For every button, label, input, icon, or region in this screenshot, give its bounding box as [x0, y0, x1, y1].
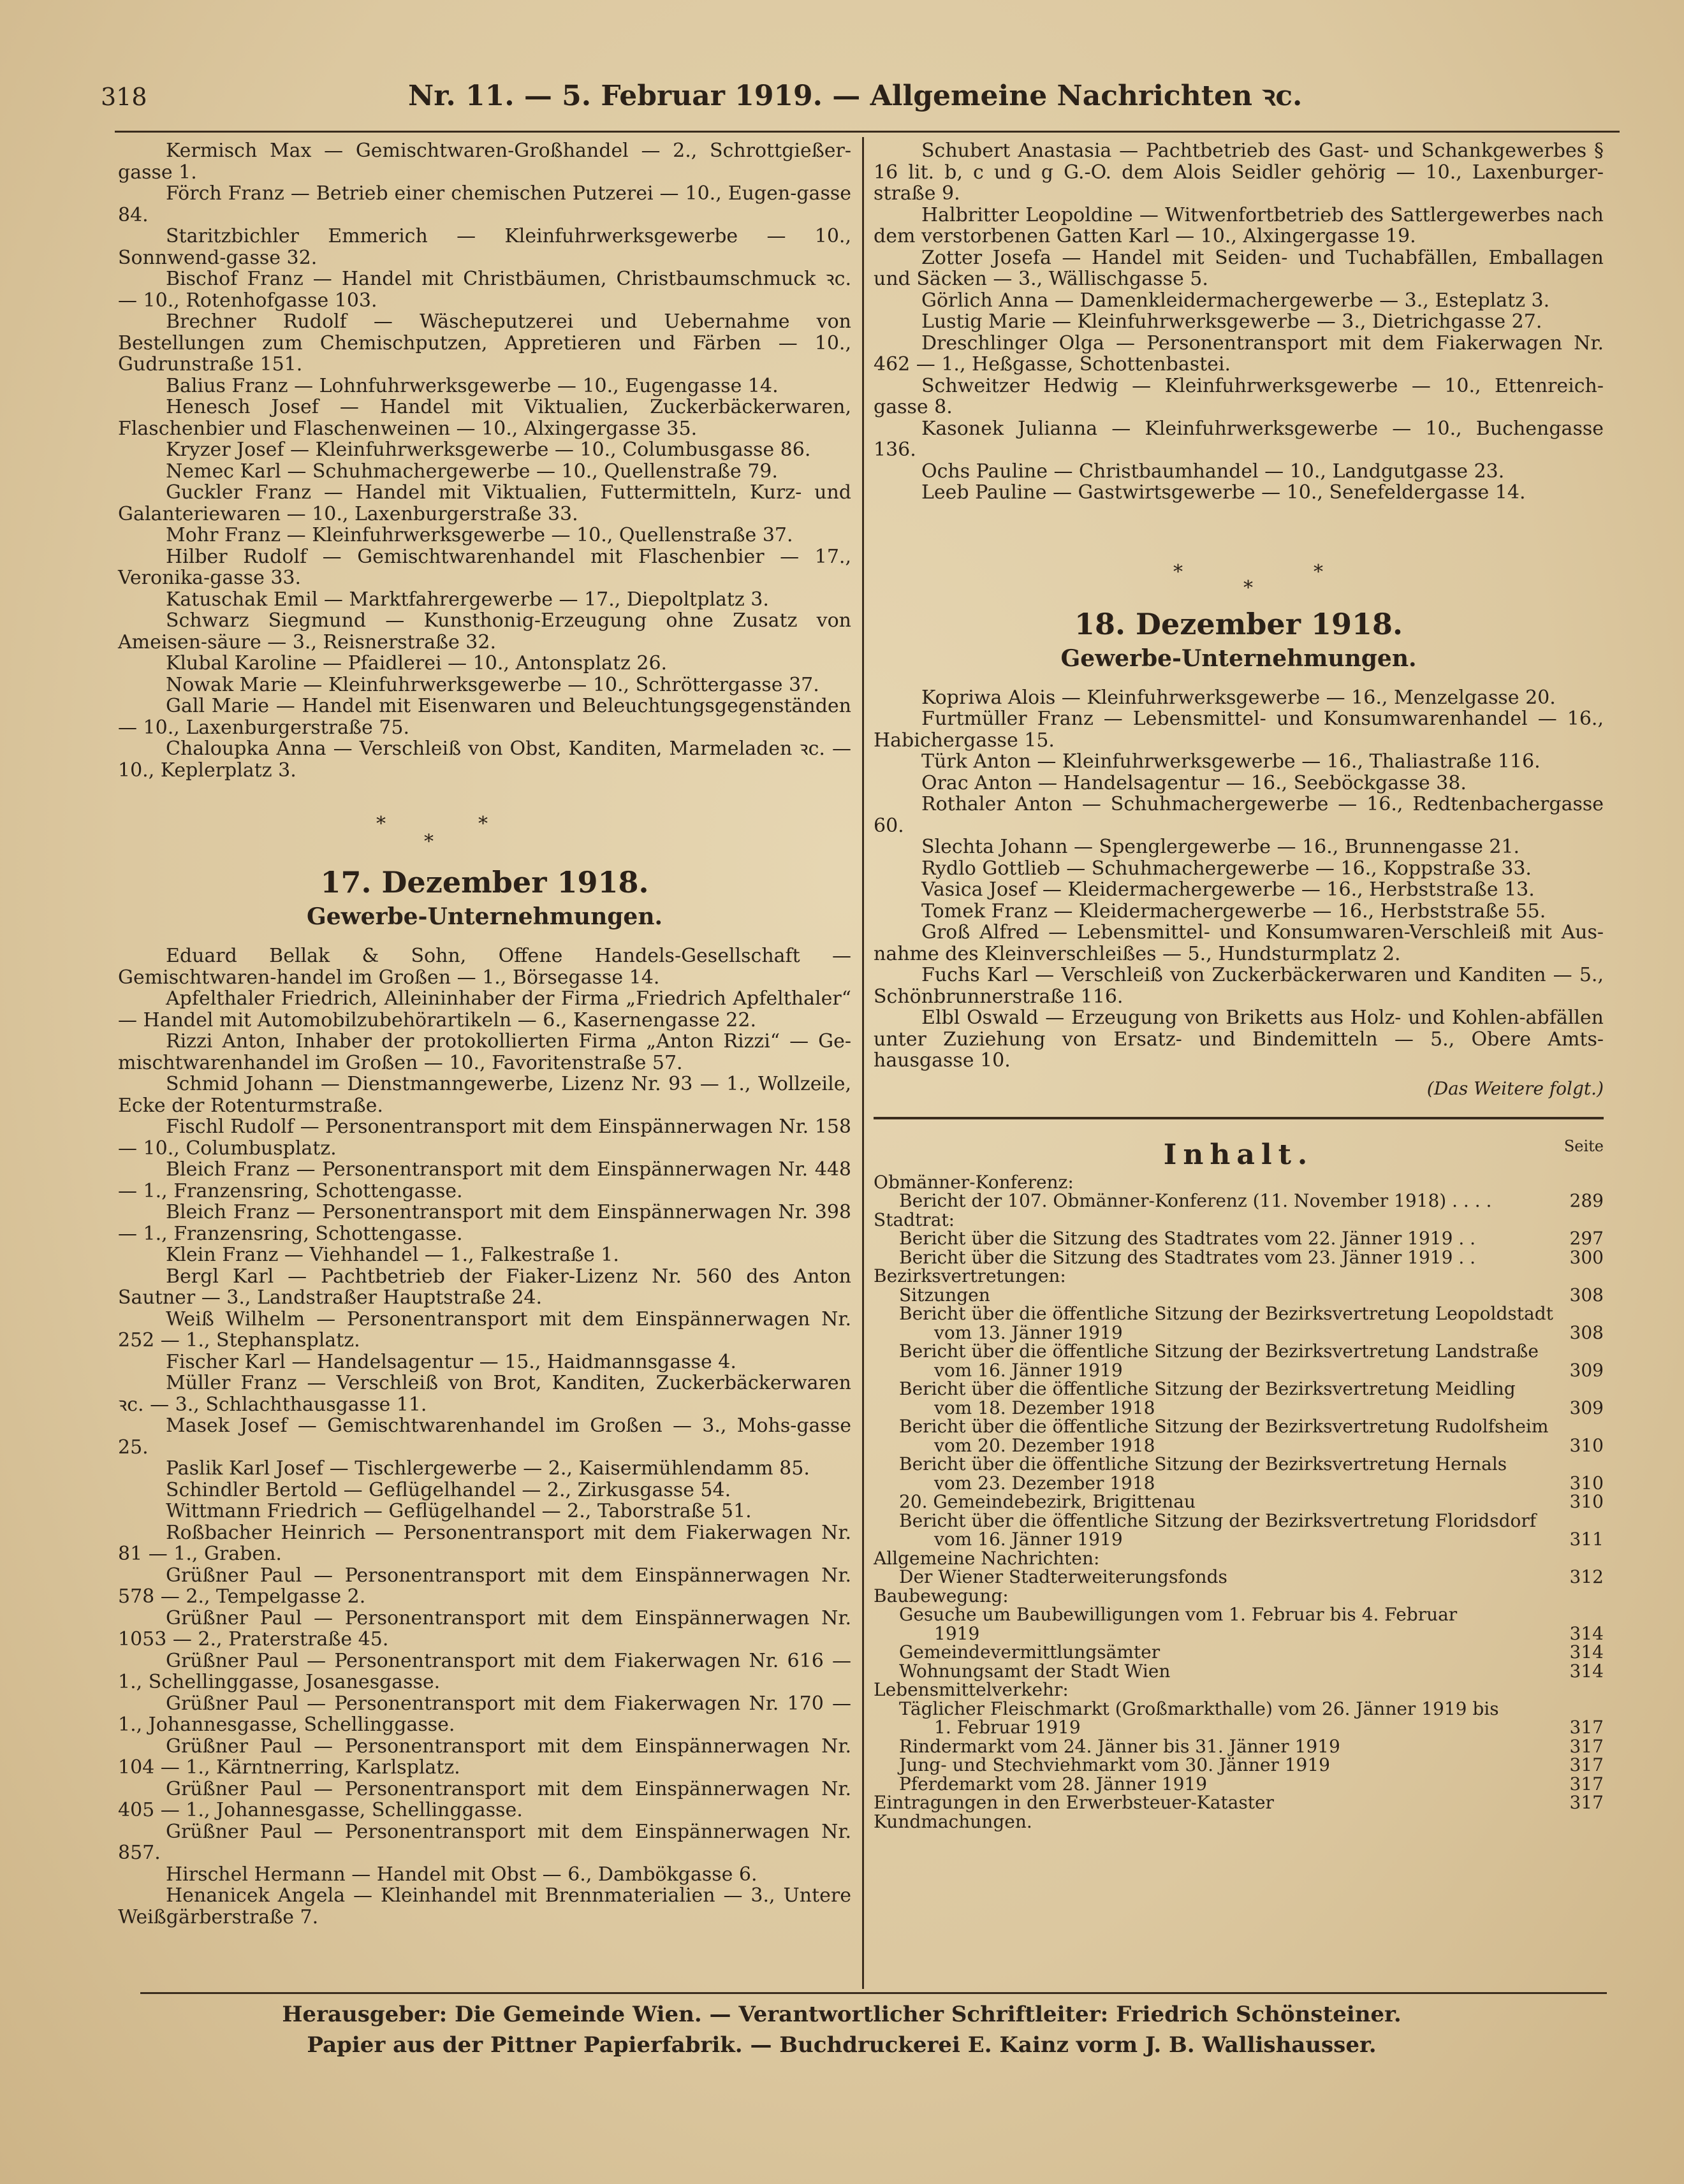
toc-row: [874, 1756, 1604, 1775]
list-item: Masek Josef — Gemischtwarenhandel im Großen — 3., Mohs-gasse 25.: [118, 1415, 851, 1459]
toc-entry-page: 317: [1569, 1792, 1604, 1813]
toc-entry-text: Wohnungsamt der Stadt Wien: [899, 1660, 1171, 1682]
toc-row: [874, 1229, 1604, 1248]
toc-entry-page: 314: [1569, 1642, 1604, 1663]
toc-row: [874, 1680, 1604, 1700]
toc-entry-text: Kundmachungen.: [874, 1810, 1032, 1832]
list-item: Grüßner Paul — Personentransport mit dem Einspännerwagen Nr. 578 — 2., Tempelgasse 2.: [118, 1564, 851, 1608]
list-item: Wittmann Friedrich — Geflügelhandel — 2., Taborstraße 51.: [166, 1500, 752, 1522]
toc-row: [874, 1361, 1604, 1380]
list-item: Lustig Marie — Kleinfuhrwerksgewerbe — 3., Dietrichgasse 27.: [921, 310, 1542, 333]
toc-row: [874, 1342, 1604, 1361]
list-item: Rydlo Gottlieb — Schuhmachergewerbe — 16., Koppstraße 33.: [921, 857, 1532, 880]
toc-entry-page: [1559, 1342, 1604, 1361]
right-entries-section: [874, 687, 1604, 1072]
list-item: Kermisch Max — Gemischtwaren-Großhandel — 2., Schrottgießer-gasse 1.: [118, 140, 851, 184]
list-item: Hilber Rudolf — Gemischtwarenhandel mit Flaschenbier — 17., Veronika-gasse 33.: [118, 545, 851, 589]
column-divider: [862, 137, 864, 1989]
toc-row: [874, 1775, 1604, 1794]
toc-entry-page: [1559, 1304, 1604, 1323]
toc-entry-text: vom 16. Jänner 1919: [934, 1359, 1123, 1381]
list-item: Grüßner Paul — Personentransport mit dem Einspännerwagen Nr. 104 — 1., Kärntnerring, Karlsplatz.: [118, 1735, 851, 1779]
toc-row: [874, 1662, 1604, 1681]
toc-row: [874, 1737, 1604, 1756]
toc-entry-page: 317: [1569, 1754, 1604, 1775]
list-item: Fischl Rudolf — Personentransport mit dem Einspännerwagen Nr. 158 — 10., Columbusplatz.: [118, 1116, 851, 1160]
page-header-title: Nr. 11. — 5. Februar 1919. — Allgemeine Nachrichten ꝛc.: [408, 80, 1303, 112]
toc-entry-page: [1559, 1380, 1604, 1399]
toc-row: [874, 1211, 1604, 1230]
list-item: Nemec Karl — Schuhmachergewerbe — 10., Quellenstraße 79.: [166, 460, 778, 483]
toc-row: [874, 1399, 1604, 1418]
list-item: Halbritter Leopoldine — Witwenfortbetrieb des Sattlergewerbes nach dem verstorbenen Gatten Karl — 10., Alxingergasse 19.: [874, 203, 1604, 247]
list-item: Bergl Karl — Pachtbetrieb der Fiaker-Lizenz Nr. 560 des Anton Sautner — 3., Landstraßer Hauptstraße 24.: [118, 1265, 851, 1309]
table-of-contents: [874, 1173, 1604, 1831]
list-item: Elbl Oswald — Erzeugung von Briketts aus Holz- und Kohlen-abfällen unter Zuziehung von Ersatz- und Bindemitteln — 5., Obere Amts-hausgasse 10.: [874, 1007, 1604, 1072]
toc-entry-page: [1559, 1587, 1604, 1606]
left-column: [118, 140, 851, 1928]
toc-entry-text: Baubewegung:: [874, 1585, 1009, 1606]
toc-entry-text: Bezirksvertretungen:: [874, 1265, 1066, 1286]
toc-entry-text: Gesuche um Baubewilligungen vom 1. Februar bis 4. Februar: [899, 1604, 1458, 1625]
toc-entry-page: [1559, 1511, 1604, 1531]
list-item: Schmid Johann — Dienstmanngewerbe, Lizenz Nr. 93 — 1., Wollzeile, Ecke der Rotenturmstraße.: [118, 1073, 851, 1117]
footer-printer: Papier aus der Pittner Papierfabrik. — Buchdruckerei E. Kainz vorm J. B. Wallishausser.: [307, 2032, 1377, 2058]
list-item: Hirschel Hermann — Handel mit Obst — 6., Dambökgasse 6.: [166, 1863, 758, 1886]
toc-row: [874, 1643, 1604, 1662]
toc-row: [874, 1605, 1604, 1624]
toc-entry-text: Gemeindevermittlungsämter: [899, 1642, 1160, 1663]
toc-entry-page: 310: [1569, 1434, 1604, 1456]
toc-entry-page: 317: [1569, 1735, 1604, 1757]
toc-entry-text: Bericht über die Sitzung des Stadtrates vom 23. Jänner 1919 . .: [899, 1246, 1476, 1268]
toc-entry-text: 1. Februar 1919: [934, 1717, 1081, 1738]
toc-entry-page: 308: [1569, 1321, 1604, 1343]
toc-entry-text: Der Wiener Stadterweiterungsfonds: [899, 1566, 1227, 1587]
page-number: 318: [101, 83, 147, 111]
toc-row: [874, 1492, 1604, 1511]
toc-row: [874, 1417, 1604, 1436]
list-item: Mohr Franz — Kleinfuhrwerksgewerbe — 10., Quellenstraße 37.: [166, 524, 793, 546]
list-item: Paslik Karl Josef — Tischlergewerbe — 2., Kaisermühlendamm 85.: [166, 1457, 810, 1480]
toc-entry-text: Rindermarkt vom 24. Jänner bis 31. Jänner 1919: [899, 1735, 1340, 1757]
toc-entry-text: Allgemeine Nachrichten:: [874, 1547, 1100, 1569]
toc-row: [874, 1248, 1604, 1267]
list-item: Balius Franz — Lohnfuhrwerksgewerbe — 10., Eugengasse 14.: [166, 374, 779, 397]
list-item: Nowak Marie — Kleinfuhrwerksgewerbe — 10., Schröttergasse 37.: [166, 673, 819, 696]
toc-entry-text: Pferdemarkt vom 28. Jänner 1919: [899, 1773, 1208, 1795]
toc-entry-page: [1559, 1549, 1604, 1568]
list-item: Eduard Bellak & Sohn, Offene Handels-Gesellschaft — Gemischtwaren-handel im Großen — 1., Börsegasse 14.: [118, 945, 851, 989]
list-item: Kasonek Julianna — Kleinfuhrwerksgewerbe — 10., Buchengasse 136.: [874, 417, 1604, 461]
list-item: Görlich Anna — Damenkleidermachergewerbe — 3., Esteplatz 3.: [921, 289, 1550, 312]
list-item: Vasica Josef — Kleidermachergewerbe — 16., Herbststraße 13.: [921, 878, 1535, 901]
toc-entry-page: [1559, 1173, 1604, 1192]
list-item: Rizzi Anton, Inhaber der protokollierten Firma „Anton Rizzi“ — Ge-mischtwarenhandel im Großen — 10., Favoritenstraße 57.: [118, 1030, 851, 1074]
toc-title: Inhalt.: [1163, 1138, 1314, 1171]
section-separator: * * *: [376, 813, 488, 853]
section-separator: * * *: [1173, 560, 1323, 599]
list-item: Schwarz Siegmund — Kunsthonig-Erzeugung ohne Zusatz von Ameisen-säure — 3., Reisnerstraße 32.: [118, 609, 851, 653]
list-item: Katuschak Emil — Marktfahrergewerbe — 17., Diepoltplatz 3.: [166, 588, 769, 611]
section-date: 17. Dezember 1918.: [320, 865, 649, 899]
list-item: Bleich Franz — Personentransport mit dem Einspännerwagen Nr. 398 — 1., Franzensring, Schottengasse.: [118, 1201, 851, 1245]
list-item: Orac Anton — Handelsagentur — 16., Seeböckgasse 38.: [921, 771, 1467, 794]
list-item: Müller Franz — Verschleiß von Brot, Kanditen, Zuckerbäckerwaren ꝛc. — 3., Schlachthausgasse 11.: [118, 1372, 851, 1416]
list-item: Ochs Pauline — Christbaumhandel — 10., Landgutgasse 23.: [921, 460, 1505, 483]
list-item: Türk Anton — Kleinfuhrwerksgewerbe — 16., Thaliastraße 116.: [921, 750, 1541, 773]
toc-entry-page: 312: [1569, 1566, 1604, 1587]
toc-row: [874, 1304, 1604, 1323]
list-item: Fuchs Karl — Verschleiß von Zuckerbäckerwaren und Kanditen — 5., Schönbrunnerstraße 116.: [874, 964, 1604, 1008]
list-item: Weiß Wilhelm — Personentransport mit dem Einspännerwagen Nr. 252 — 1., Stephansplatz.: [118, 1307, 851, 1351]
toc-row: [874, 1191, 1604, 1211]
toc-row: [874, 1793, 1604, 1812]
list-item: Grüßner Paul — Personentransport mit dem Einspännerwagen Nr. 1053 — 2., Praterstraße 45.: [118, 1606, 851, 1650]
footer-publisher: Herausgeber: Die Gemeinde Wien. — Verantwortlicher Schriftleiter: Friedrich Schönsteiner.: [282, 2002, 1402, 2027]
list-item: Tomek Franz — Kleidermachergewerbe — 16., Herbststraße 55.: [921, 899, 1546, 922]
toc-entry-text: Bericht über die öffentliche Sitzung der Bezirksvertretung Rudolfsheim: [899, 1416, 1549, 1437]
list-item: Staritzbichler Emmerich — Kleinfuhrwerksgewerbe — 10., Sonnwend-gasse 32.: [118, 225, 851, 269]
right-entries-top: [874, 140, 1604, 504]
list-item: Bleich Franz — Personentransport mit dem Einspännerwagen Nr. 448 — 1., Franzensring, Schottengasse.: [118, 1158, 851, 1202]
toc-entry-text: Eintragungen in den Erwerbsteuer-Kataster: [874, 1792, 1274, 1813]
list-item: Slechta Johann — Spenglergewerbe — 16., Brunnengasse 21.: [921, 836, 1520, 858]
list-item: Roßbacher Heinrich — Personentransport mit dem Fiakerwagen Nr. 81 — 1., Graben.: [118, 1521, 851, 1565]
list-item: Rothaler Anton — Schuhmachergewerbe — 16., Redtenbachergasse 60.: [874, 793, 1604, 837]
toc-row: [874, 1587, 1604, 1606]
toc-entry-text: Bericht über die öffentliche Sitzung der Bezirksvertretung Hernals: [899, 1453, 1507, 1474]
list-item: Förch Franz — Betrieb einer chemischen Putzerei — 10., Eugen-gasse 84.: [118, 182, 851, 226]
toc-entry-page: 310: [1569, 1491, 1604, 1512]
toc-entry-text: Bericht über die öffentliche Sitzung der Bezirksvertretung Landstraße: [899, 1341, 1539, 1362]
toc-row: [874, 1286, 1604, 1305]
toc-entry-text: 1919: [934, 1622, 980, 1644]
right-column: [874, 140, 1604, 1831]
list-item: Furtmüller Franz — Lebensmittel- und Konsumwarenhandel — 16., Habichergasse 15.: [874, 708, 1604, 752]
toc-row: [874, 1700, 1604, 1719]
list-item: Henesch Josef — Handel mit Viktualien, Zuckerbäckerwaren, Flaschenbier und Flaschenweinen — 10., Alxingergasse 35.: [118, 396, 851, 440]
toc-entry-page: 311: [1569, 1529, 1604, 1550]
toc-entry-page: 310: [1569, 1472, 1604, 1494]
list-item: Schweitzer Hedwig — Kleinfuhrwerksgewerbe — 10., Ettenreich-gasse 8.: [874, 374, 1604, 418]
list-item: Dreschlinger Olga — Personentransport mit dem Fiakerwagen Nr. 462 — 1., Heßgasse, Schottenbastei.: [874, 331, 1604, 375]
section-subtitle: Gewerbe-Unternehmungen.: [306, 903, 663, 930]
list-item: Groß Alfred — Lebensmittel- und Konsumwaren-Verschleiß mit Aus-nahme des Kleinverschleißes — 5., Hundsturmplatz 2.: [874, 921, 1604, 965]
toc-entry-page: [1559, 1605, 1604, 1624]
list-item: Chaloupka Anna — Verschleiß von Obst, Kanditen, Marmeladen ꝛc. — 10., Keplerplatz 3.: [118, 738, 851, 782]
list-item: Kopriwa Alois — Kleinfuhrwerksgewerbe — 16., Menzelgasse 20.: [921, 686, 1556, 709]
list-item: Grüßner Paul — Personentransport mit dem Einspännerwagen Nr. 857.: [118, 1820, 851, 1864]
toc-entry-page: 317: [1569, 1773, 1604, 1795]
list-item: Gall Marie — Handel mit Eisenwaren und Beleuchtungsgegenständen — 10., Laxenburgerstraße 75.: [118, 695, 851, 739]
toc-entry-text: 20. Gemeindebezirk, Brigittenau: [899, 1491, 1196, 1512]
toc-row: [874, 1323, 1604, 1343]
toc-row: [874, 1267, 1604, 1286]
toc-row: [874, 1530, 1604, 1549]
list-item: Grüßner Paul — Personentransport mit dem Fiakerwagen Nr. 616 — 1., Schellinggasse, Josanesgasse.: [118, 1649, 851, 1693]
list-item: Klubal Karoline — Pfaidlerei — 10., Antonsplatz 26.: [166, 652, 668, 674]
toc-row: [874, 1455, 1604, 1474]
toc-entry-text: Bericht über die öffentliche Sitzung der Bezirksvertretung Meidling: [899, 1378, 1516, 1399]
footer-rule: [140, 1992, 1607, 1994]
toc-entry-text: Obmänner-Konferenz:: [874, 1171, 1074, 1193]
toc-entry-page: 309: [1569, 1397, 1604, 1418]
toc-entry-page: 300: [1569, 1246, 1604, 1268]
toc-entry-text: vom 16. Jänner 1919: [934, 1529, 1123, 1550]
toc-entry-page: 317: [1569, 1717, 1604, 1738]
list-item: Schubert Anastasia — Pachtbetrieb des Gast- und Schankgewerbes § 16 lit. b, c und g G.-O. dem Alois Seidler gehörig — 10., Laxenburger-straße 9.: [874, 140, 1604, 205]
toc-entry-page: 308: [1569, 1284, 1604, 1306]
toc-entry-page: 309: [1569, 1359, 1604, 1381]
list-item: Apfelthaler Friedrich, Alleininhaber der Firma „Friedrich Apfelthaler“ — Handel mit Automobilzubehörartikeln — 6., Kasernengasse 22.: [118, 987, 851, 1031]
list-item: Grüßner Paul — Personentransport mit dem Fiakerwagen Nr. 170 — 1., Johannesgasse, Schellinggasse.: [118, 1692, 851, 1736]
toc-row: [874, 1474, 1604, 1493]
toc-rule: [874, 1117, 1604, 1119]
list-item: Grüßner Paul — Personentransport mit dem Einspännerwagen Nr. 405 — 1., Johannesgasse, Schellinggasse.: [118, 1777, 851, 1821]
toc-entry-text: Täglicher Fleischmarkt (Großmarkthalle) vom 26. Jänner 1919 bis: [899, 1698, 1499, 1719]
list-item: Klein Franz — Viehhandel — 1., Falkestraße 1.: [166, 1244, 619, 1266]
toc-entry-text: vom 20. Dezember 1918: [934, 1434, 1155, 1456]
toc-entry-text: Sitzungen: [899, 1284, 990, 1306]
toc-entry-page: [1559, 1267, 1604, 1286]
toc-row: [874, 1436, 1604, 1455]
left-entries-top: [118, 140, 851, 781]
section-subtitle: Gewerbe-Unternehmungen.: [1060, 644, 1417, 672]
toc-page-label: Seite: [1563, 1137, 1604, 1155]
list-item: Kryzer Josef — Kleinfuhrwerksgewerbe — 10., Columbusgasse 86.: [166, 439, 811, 461]
toc-row: [874, 1511, 1604, 1531]
list-item: Leeb Pauline — Gastwirtsgewerbe — 10., Senefeldergasse 14.: [921, 481, 1526, 504]
toc-row: [874, 1812, 1604, 1831]
list-item: Bischof Franz — Handel mit Christbäumen, Christbaumschmuck ꝛc. — 10., Rotenhofgasse 103.: [118, 268, 851, 312]
toc-entry-text: Bericht über die Sitzung des Stadtrates vom 22. Jänner 1919 . .: [899, 1228, 1476, 1249]
toc-entry-text: Lebensmittelverkehr:: [874, 1679, 1069, 1700]
toc-row: [874, 1380, 1604, 1399]
toc-entry-page: 314: [1569, 1622, 1604, 1644]
list-item: Schindler Bertold — Geflügelhandel — 2., Zirkusgasse 54.: [166, 1478, 731, 1501]
left-entries-section: [118, 945, 851, 1928]
list-item: Fischer Karl — Handelsagentur — 15., Haidmannsgasse 4.: [166, 1350, 736, 1373]
section-date: 18. Dezember 1918.: [1074, 606, 1403, 641]
toc-entry-page: [1559, 1455, 1604, 1474]
toc-entry-text: vom 23. Dezember 1918: [934, 1472, 1155, 1494]
toc-header: [874, 1135, 1604, 1173]
list-item: Brechner Rudolf — Wäscheputzerei und Uebernahme von Bestellungen zum Chemischputzen, Appretieren und Färben — 10., Gudrunstraße 151.: [118, 310, 851, 375]
toc-row: [874, 1549, 1604, 1568]
toc-entry-page: [1559, 1812, 1604, 1831]
toc-entry-text: vom 13. Jänner 1919: [934, 1321, 1123, 1343]
list-item: Guckler Franz — Handel mit Viktualien, Futtermitteln, Kurz- und Galanteriewaren — 10., Laxenburgerstraße 33.: [118, 481, 851, 525]
toc-entry-page: [1559, 1211, 1604, 1230]
toc-entry-text: Bericht der 107. Obmänner-Konferenz (11. November 1918) . . . .: [899, 1190, 1492, 1211]
toc-row: [874, 1718, 1604, 1737]
continuation-note: (Das Weitere folgt.): [1426, 1077, 1604, 1099]
toc-entry-page: [1559, 1680, 1604, 1700]
toc-entry-page: 314: [1569, 1660, 1604, 1682]
header-rule: [115, 131, 1620, 133]
toc-entry-text: Jung- und Stechviehmarkt vom 30. Jänner 1919: [899, 1754, 1330, 1775]
toc-entry-page: [1559, 1417, 1604, 1436]
toc-entry-page: 289: [1569, 1190, 1604, 1211]
list-item: Henanicek Angela — Kleinhandel mit Brennmaterialien — 3., Untere Weißgärberstraße 7.: [118, 1884, 851, 1928]
toc-entry-text: Bericht über die öffentliche Sitzung der Bezirksvertretung Floridsdorf: [899, 1510, 1537, 1531]
toc-entry-text: Bericht über die öffentliche Sitzung der Bezirksvertretung Leopoldstadt: [899, 1303, 1553, 1324]
toc-entry-page: 297: [1569, 1228, 1604, 1249]
list-item: Zotter Josefa — Handel mit Seiden- und Tuchabfällen, Emballagen und Säcken — 3., Wällischgasse 5.: [874, 246, 1604, 290]
toc-row: [874, 1173, 1604, 1192]
toc-row: [874, 1568, 1604, 1587]
toc-entry-text: vom 18. Dezember 1918: [934, 1397, 1155, 1418]
toc-entry-page: [1559, 1700, 1604, 1719]
toc-entry-text: Stadtrat:: [874, 1209, 955, 1230]
toc-row: [874, 1624, 1604, 1643]
